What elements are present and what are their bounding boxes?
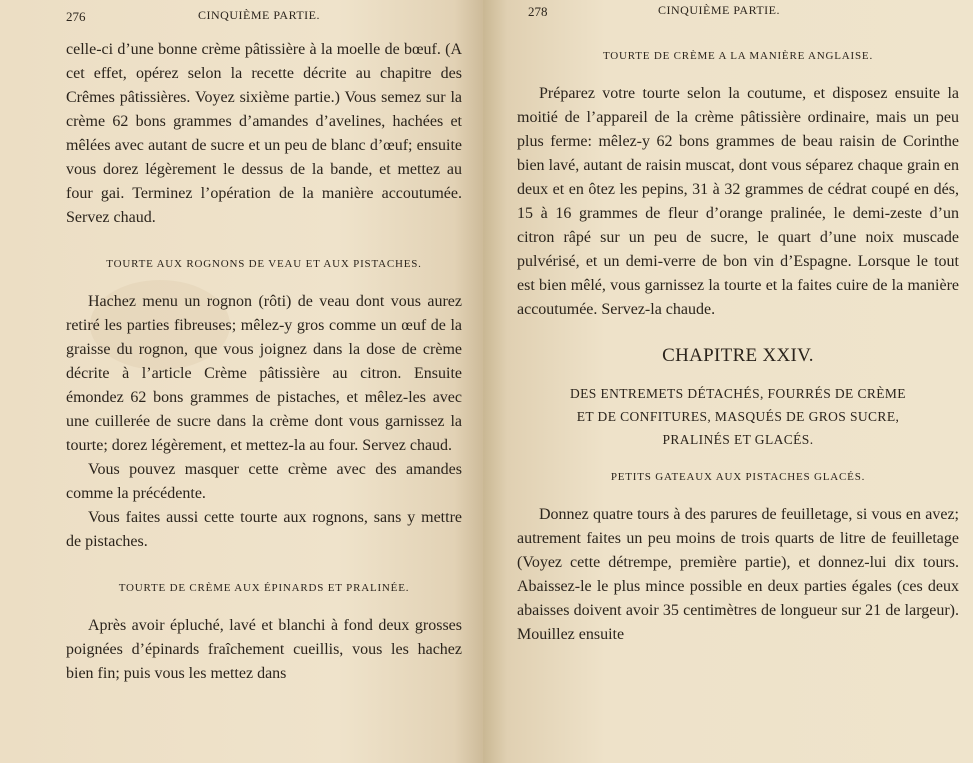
paragraph: Donnez quatre tours à des parures de feuilletage, si vous en avez; autrement faites un peu moins de trois quarts de litre de feuilletage (Voyez cette détrempe, première partie), et donnez-lui dix tours. Abaissez-le le plus mince possible en deux parties égales (ces deux abaisses doivent avoir 35 centimètres de longueur sur 21 de largeur). Mouillez ensuite: [517, 506, 959, 643]
chapter-subtitle: ET DE CONFITURES, MASQUÉS DE GROS SUCRE,: [576, 409, 900, 424]
chapter-subtitle: PRALINÉS ET GLACÉS.: [662, 432, 814, 447]
right-page: [483, 0, 973, 763]
running-head: CINQUIÈME PARTIE.: [198, 8, 321, 22]
paragraph: Vous pouvez masquer cette crème avec des amandes comme la précédente.: [66, 461, 462, 502]
page-number: 276: [66, 9, 86, 24]
page-number: 278: [528, 4, 548, 19]
chapter-title: CHAPITRE XXIV.: [662, 345, 814, 366]
recipe-heading: TOURTE DE CRÈME AUX ÉPINARDS ET PRALINÉE.: [118, 582, 410, 594]
left-page-text: [66, 38, 462, 686]
recipe-heading: PETITS GATEAUX AUX PISTACHES GLACÉS.: [610, 471, 866, 483]
recipe-heading: TOURTE DE CRÈME A LA MANIÈRE ANGLAISE.: [602, 50, 873, 62]
recipe-heading: TOURTE AUX ROGNONS DE VEAU ET AUX PISTACHES.: [106, 258, 422, 270]
paragraph: Après avoir épluché, lavé et blanchi à fond deux grosses poignées d’épinards fraîchement cueillis, vous les hachez bien fin; puis vous les mettez dans: [66, 617, 462, 682]
left-page: [0, 0, 483, 763]
chapter-subtitle: DES ENTREMETS DÉTACHÉS, FOURRÉS DE CRÈME: [570, 386, 906, 401]
paragraph: Préparez votre tourte selon la coutume, et disposez ensuite la moitié de l’appareil de la crème pâtissière ordinaire, mais un peu plus ferme: mêlez-y 62 bons grammes de beau raisin de Corinthe bien lavé, autant de raisin muscat, dont vous séparez chaque grain en deux et en ôtez les pepins, 31 à 32 grammes de cédrat coupé en dés, 15 à 16 grammes de fleur d’orange pralinée, le demi-zeste d’un citron râpé sur un peu de sucre, le quart d’une noix muscade pulvérisé, et un demi-verre de bon vin d’Espagne. Lorsque le tout est bien mêlé, vous garnissez la tourte et la faites cuire de la manière accoutumée. Servez-la chaude.: [517, 85, 959, 318]
paragraph: Vous faites aussi cette tourte aux rognons, sans y mettre de pistaches.: [66, 509, 462, 550]
paragraph: Hachez menu un rognon (rôti) de veau dont vous aurez retiré les parties fibreuses; mêlez-y gros comme un œuf de la graisse du rognon, que vous joignez dans la dose de crème décrite à l’article Crème pâtissière au citron. Ensuite émondez 62 bons grammes de pistaches, et mêlez-les avec une cuillerée de sucre dans la crème dont vous garnissez la tourte; dorez légèrement, et mettez-la au four. Servez chaud.: [66, 293, 462, 454]
running-head: CINQUIÈME PARTIE.: [658, 3, 781, 17]
paragraph: celle-ci d’une bonne crème pâtissière à la moelle de bœuf. (A cet effet, opérez selon la recette décrite au chapitre des Crêmes pâtissières. Voyez sixième partie.) Vous semez sur la crème 62 bons grammes d’amandes d’avelines, hachées et mêlées avec autant de sucre et un peu de blanc d’œuf; ensuite vous dorez légèrement le dessus de la bande, et mettez au four gai. Terminez l’opération de la manière accoutumée. Servez chaud.: [66, 41, 462, 226]
right-page-text: [517, 44, 959, 647]
